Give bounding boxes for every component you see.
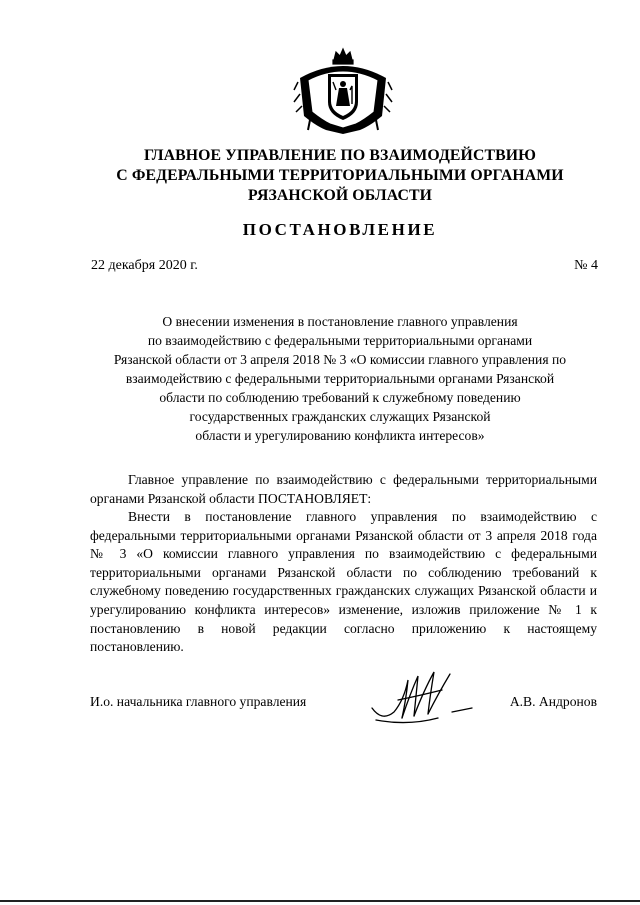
signer-position: И.о. начальника главного управления (90, 694, 307, 709)
bottom-divider (0, 900, 640, 902)
subject-line: О внесении изменения в постановление главного управления (162, 314, 518, 329)
handwritten-signature-icon (368, 660, 478, 740)
signer-name: А.В. Андронов (509, 694, 597, 709)
ryazan-coat-of-arms-icon (290, 46, 396, 138)
org-line-1: ГЛАВНОЕ УПРАВЛЕНИЕ ПО ВЗАИМОДЕЙСТВИЮ (143, 147, 536, 164)
subject-line: области по соблюдению требований к служебному поведению (159, 390, 521, 405)
document-number: № 4 (574, 258, 598, 273)
body-paragraph-2: Внести в постановление главного управления по взаимодействию с федеральными территориальными органами Рязанской области от 3 апреля 2018 года № 3 «О комиссии главного управления по взаимодействию с федеральными территориальными органами Рязанской области по соблюдению требований к служебному поведению государственных гражданских служащих Рязанской области и урегулированию конфликта интересов» изменение, изложив приложение № 1 к постановлению в новой редакции согласно приложению к настоящему постановлению. (90, 509, 597, 655)
subject-line: государственных гражданских служащих Рязанской (189, 409, 491, 424)
subject-line: взаимодействию с федеральными территориальными органами Рязанской (125, 371, 555, 386)
organization-name (60, 146, 620, 206)
body-paragraph-1: Главное управление по взаимодействию с федеральными территориальными органами Рязанской области ПОСТАНОВЛЯЕТ: (90, 472, 597, 506)
subject-line: области и урегулированию конфликта интересов» (195, 428, 485, 443)
document-type-title: ПОСТАНОВЛЕНИЕ (242, 220, 438, 239)
subject-line: по взаимодействию с федеральными территориальными органами (147, 333, 533, 348)
org-line-3: РЯЗАНСКОЙ ОБЛАСТИ (248, 187, 432, 204)
subject-line: Рязанской области от 3 апреля 2018 № 3 «О комиссии главного управления по (113, 352, 567, 367)
org-line-2: С ФЕДЕРАЛЬНЫМИ ТЕРРИТОРИАЛЬНЫМИ ОРГАНАМИ (116, 167, 564, 184)
document-subject (80, 312, 600, 445)
document-date: 22 декабря 2020 г. (91, 258, 198, 273)
